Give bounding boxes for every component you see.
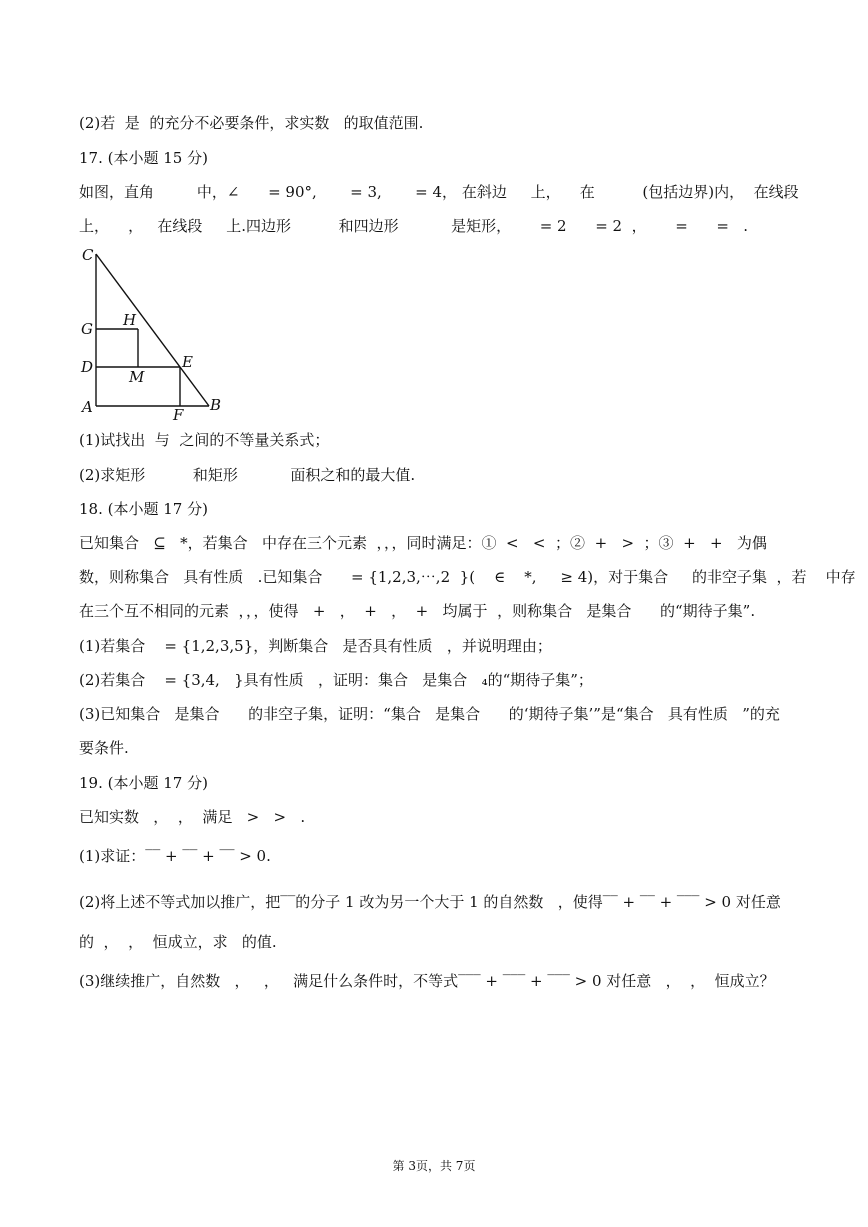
label-c: C xyxy=(82,246,94,264)
q19-part1: (1)求证：‾‾ + ‾‾ + ‾‾ > 0. xyxy=(79,847,271,865)
q17-heading: 17. (本小题 15 分) xyxy=(79,149,208,167)
label-m: M xyxy=(129,368,145,386)
q17-figure xyxy=(76,246,236,424)
page-footer: 第 3页，共 7页 xyxy=(392,1159,476,1173)
label-h: H xyxy=(123,311,137,329)
q18-part1: (1)若集合 = {1,2,3,5}，判断集合 是否具有性质 ，并说明理由； xyxy=(79,637,552,655)
q18-stem-line2: 数，则称集合 具有性质 .已知集合 = {1,2,3,⋯,2 }( ∈ *, ≥ 4)，对于集合 的非空子集 ，若 中存 xyxy=(79,568,856,586)
q17-part2: (2)求矩形 和矩形 面积之和的最大值. xyxy=(79,466,416,484)
label-g: G xyxy=(81,320,93,338)
label-b: B xyxy=(210,396,222,414)
q19-part2-line2: 的 ， ， 恒成立，求 的值. xyxy=(79,933,277,951)
q17-part1: (1)试找出 与 之间的不等量关系式； xyxy=(79,431,330,449)
q19-part3: (3)继续推广，自然数 ， ， 满足什么条件时，不等式‾‾‾ + ‾‾‾ + ‾‾‾ > 0 对任意 ， ， 恒成立？ xyxy=(79,972,775,990)
q19-stem: 已知实数 ， ， 满足 > > . xyxy=(79,808,306,826)
q18-part3-line2: 要条件. xyxy=(79,739,129,757)
q19-heading: 19. (本小题 17 分) xyxy=(79,774,208,792)
q17-stem-line1: 如图，直角 中，∠ = 90°, = 3, = 4， 在斜边 上， 在 (包括边界)内， 在线段 xyxy=(79,183,799,201)
label-f: F xyxy=(173,406,184,424)
q16-part2: (2)若 是 的充分不必要条件，求实数 的取值范围. xyxy=(79,114,424,132)
q18-heading: 18. (本小题 17 分) xyxy=(79,500,208,518)
label-e: E xyxy=(182,353,193,371)
q19-part2-line1: (2)将上述不等式加以推广，把‾‾的分子 1 改为另一个大于 1 的自然数 ，使得‾‾ + ‾‾ + ‾‾‾ > 0 对任意 xyxy=(79,893,781,911)
q18-part2: (2)若集合 = {3,4, }具有性质 ，证明：集合 是集合 ₄的“期待子集”； xyxy=(79,671,593,689)
label-d: D xyxy=(81,358,94,376)
q18-stem-line1: 已知集合 ⊆ *，若集合 中存在三个元素 ，，，同时满足：① < < ；② + > ；③ + + 为偶 xyxy=(79,534,767,552)
q18-part3-line1: (3)已知集合 是集合 的非空子集，证明：“集合 是集合 的‘期待子集’”是“集合 具有性质 ”的充 xyxy=(79,705,780,723)
q18-stem-line3: 在三个互不相同的元素 ，，，使得 + ， + ， + 均属于 ，则称集合 是集合 的“期待子集”. xyxy=(79,602,756,620)
label-a: A xyxy=(82,398,93,416)
q17-stem-line2: 上， ， 在线段 上.四边形 和四边形 是矩形， = 2 = 2 ， = = . xyxy=(79,217,749,235)
